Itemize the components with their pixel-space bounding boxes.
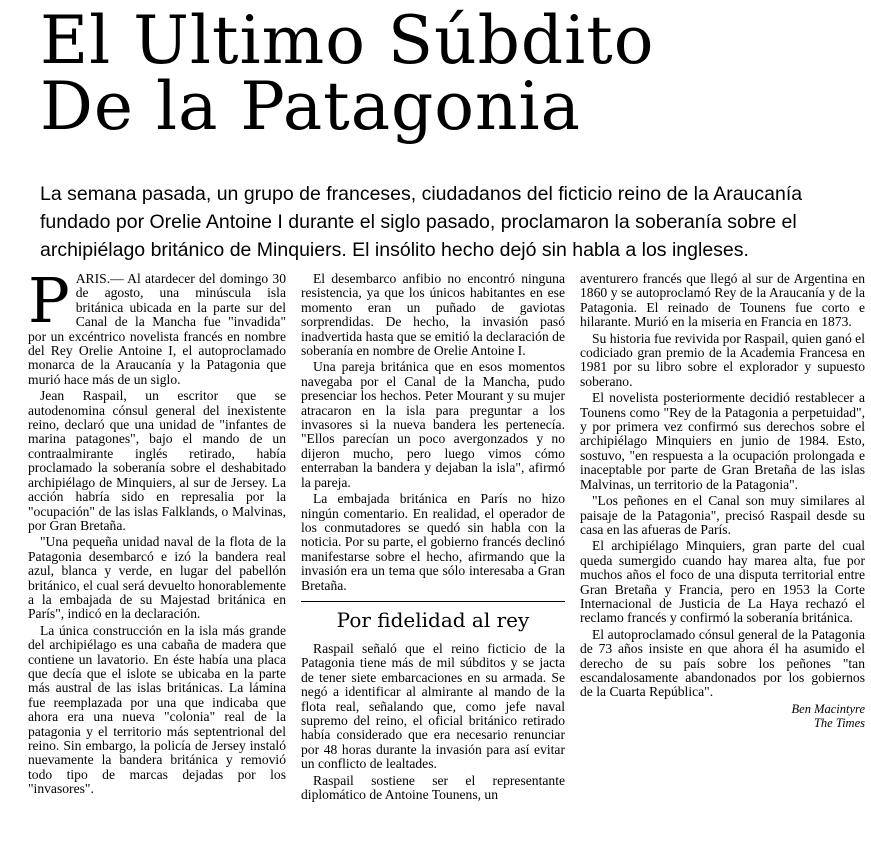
paragraph: "Una pequeña unidad naval de la flota de la Patagonia desembarcó e izó la bandera real azul, blanca y verde, en lugar del pabellón británico, el cual será devuelto honorablemente a la embajada de su Majestad británica en París", indicó en la declaración. bbox=[28, 534, 286, 622]
byline bbox=[580, 702, 865, 730]
paragraph: Raspail señaló que el reino ficticio de la Patagonia tiene más de mil súbditos y se jacta de tener siete embarcaciones en su armada. Se negó a identificar al almirante al mando de la flota real, señalando que, como jefe naval supremo del reino, el oficial británico retirado había considerado que era necesario renunciar por 48 horas durante la invasión para así evitar un conflicto de lealtades. bbox=[301, 640, 565, 772]
lead-paragraph: La semana pasada, un grupo de franceses, ciudadanos del ficticio reino de la Araucanía fundado por Orelie Antoine I durante el siglo pasado, proclamaron la soberanía sobre el archipiélago británico de Minquiers. El insólito hecho dejó sin habla a los ingleses. bbox=[40, 183, 803, 261]
paragraph: Jean Raspail, un escritor que se autodenomina cónsul general del inexistente reino, declaró que una unidad de "infantes de marina patagones", bajo el mando de un contraalmirante inglés retirado, había proclamado la soberanía sobre el deshabitado archipiélago de Minquiers, al sur de Jersey. La acción habría sido en represalia por la "ocupación" de las islas Falklands, o Malvinas, por Gran Bretaña. bbox=[28, 388, 286, 533]
paragraph: El autoproclamado cónsul general de la Patagonia de 73 años insiste en que ahora él ha asumido el derecho de su país sobre los peñones "tan escandalosamente abandonados por los gobiernos de la Cuarta República". bbox=[580, 626, 865, 700]
byline-source: The Times bbox=[813, 715, 865, 730]
paragraph: El desembarco anfibio no encontró ninguna resistencia, ya que los únicos habitantes en ese momento eran un puñado de gaviotas sorprendidas. De hecho, la invasión pasó inadvertida hasta que se emitió la declaración de soberanía en nombre de Orelie Antoine I. bbox=[301, 271, 565, 359]
paragraph: "Los peñones en el Canal son muy similares al paisaje de la Patagonia", precisó Raspail desde su casa en las afueras de París. bbox=[580, 493, 865, 537]
first-paragraph bbox=[28, 264, 286, 387]
paragraph: Raspail sostiene ser el representante diplomático de Antoine Tounens, un bbox=[301, 772, 565, 802]
paragraph: La embajada británica en París no hizo ningún comentario. En realidad, el operador de los conmutadores se quedó sin habla con la noticia. Por su parte, el gobierno francés declinó manifestarse sobre el hecho, afirmando que la invasión era un tema que sólo interesaba a Gran Bretaña. bbox=[301, 491, 565, 593]
paragraph: Su historia fue revivida por Raspail, quien ganó el codiciado gran premio de la Academia Francesa en 1981 por su libro sobre el explorador y supuesto soberano. bbox=[580, 330, 865, 389]
paragraph: Una pareja británica que en esos momentos navegaba por el Canal de la Mancha, pudo presenciar los hechos. Peter Mourant y su mujer atracaron en la isla para preguntar a los invasores si la nueva bandera les pertenecía. "Ellos parecían un poco avergonzados y no dijeron mucho, pero luego vimos cómo enterraban la bandera y dejaban la isla", afirmó la pareja. bbox=[301, 359, 565, 490]
column-1 bbox=[28, 264, 286, 799]
paragraph: aventurero francés que llegó al sur de Argentina en 1860 y se autoproclamó Rey de la Araucanía y de la Patagonia. El reinado de Tounens fue corto e hilarante. Murió en la miseria en Francia en 1873. bbox=[580, 271, 865, 330]
headline-line-1: El Ultimo Súbdito bbox=[40, 2, 655, 79]
paragraph: El archipiélago Minquiers, gran parte del cual queda sumergido cuando hay marea alta, fue por muchos años el foco de una disputa territorial entre Gran Bretaña y Francia, pero en 1953 la Corte Internacional de Justicia de La Haya rechazó el reclamo francés y confirmó la soberanía británica. bbox=[580, 538, 865, 626]
column-3 bbox=[580, 272, 865, 730]
first-paragraph-text: ARIS.— Al atardecer del domingo 30 de agosto, una minúscula isla británica ubicada en la parte sur del Canal de la Mancha fue "invadida" por un excéntrico novelista francés en nombre del Rey Orelie Antoine I, el autoproclamado monarca de la Araucanía y la Patagonia que murió hace más de un siglo. bbox=[28, 271, 286, 387]
byline-author: Ben Macintyre bbox=[791, 701, 865, 716]
drop-cap: P bbox=[28, 264, 70, 337]
headline bbox=[40, 2, 870, 145]
subheading: Por fidelidad al rey bbox=[301, 601, 565, 632]
paragraph: El novelista posteriormente decidió restablecer a Tounens como "Rey de la Patagonia a perpetuidad", y por primera vez confirmó sus derechos sobre el archipiélago Minquiers en junio de 1984. Esto, sostuvo, "en respuesta a la ocupación prolongada e inaceptable por parte de Gran Bretaña de las islas Malvinas, un territorio de la Patagonia". bbox=[580, 390, 865, 492]
paragraph: La única construcción en la isla más grande del archipiélago es una cabaña de madera que contiene un lavatorio. En éste había una placa que decía que el islote se ubicaba en la parte más austral de las islas británicas. La lámina fue reemplazada por una que indicaba que ahora era una nueva "colonia" real de la patagonia y el territorio más septentrional del reino. Sin embargo, la policía de Jersey instaló nuevamente la bandera británica y removió todo tipo de marcas dejadas por los "invasores". bbox=[28, 622, 286, 797]
column-2 bbox=[301, 272, 565, 804]
headline-line-2: De la Patagonia bbox=[40, 68, 582, 145]
